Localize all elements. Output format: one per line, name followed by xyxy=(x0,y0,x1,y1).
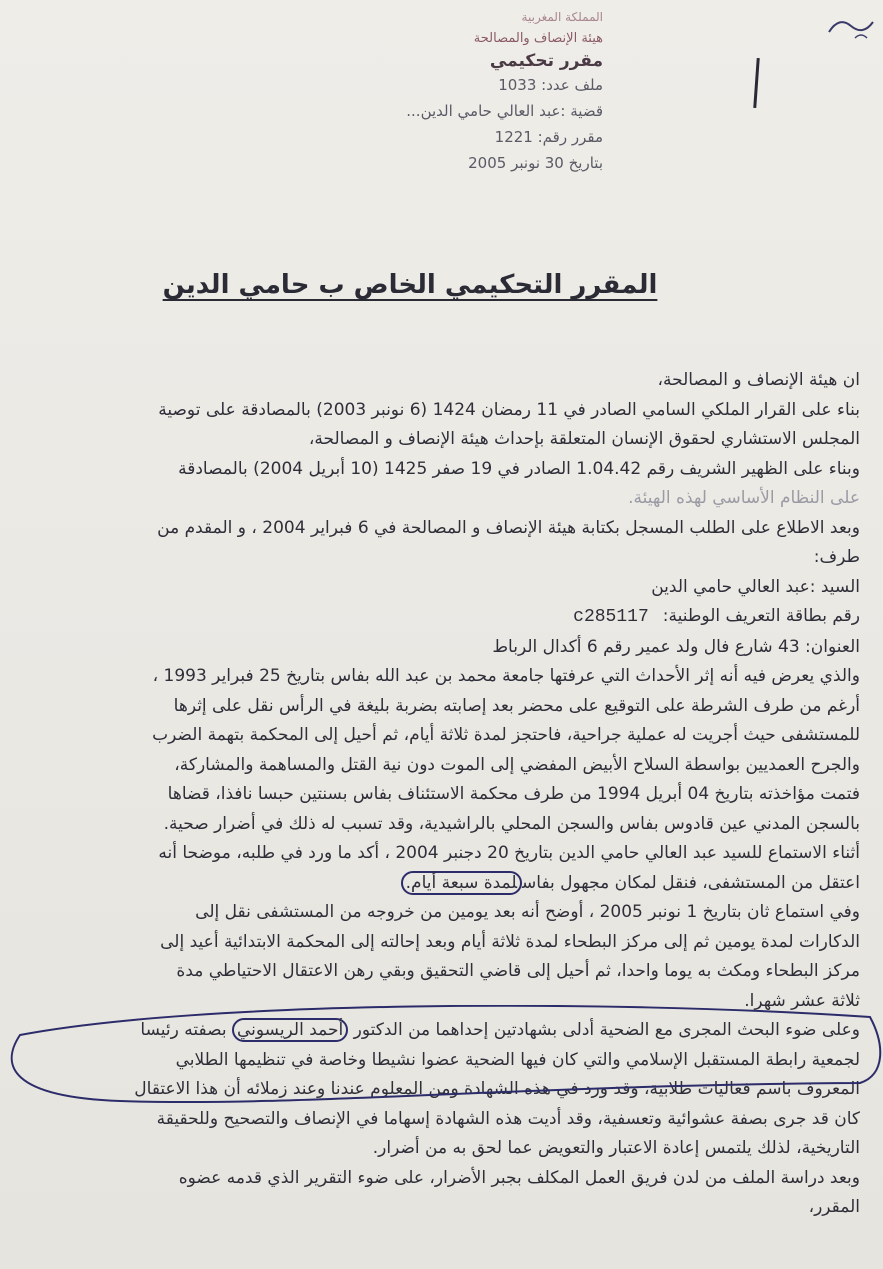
id-card-number: c285117 xyxy=(573,607,649,627)
file-number: ملف عدد: 1033 xyxy=(498,76,603,94)
body-line: وبعد دراسة الملف من لدن فريق العمل المكلف بجبر الأضرار، على ضوء التقرير الذي قدمه عضوه xyxy=(178,1167,860,1188)
body-line: وبعد الاطلاع على الطلب المسجل بكتابة هيئة الإنصاف و المصالحة في 6 فبراير 2004 ، و المقدم من xyxy=(157,517,860,538)
body-line-part: بصفته رئيسا xyxy=(140,1020,227,1040)
body-line: المقرر، xyxy=(808,1197,860,1217)
body-line: بناء على القرار الملكي السامي الصادر في 11 رمضان 1424 (6 نونبر 2003) بالمصادقة على توصية xyxy=(158,399,860,420)
body-line: المعروف باسم فعاليات طلابية، وقد ورد في هذه الشهادة ومن المعلوم عندنا وعند زملائه أن هذا الاعتقال xyxy=(134,1079,860,1099)
body-line: فتمت مؤاخذته بتاريخ 04 أبريل 1994 من طرف محكمة الاستئناف بفاس بسنتين حبسا نافذا، قضاها xyxy=(167,784,860,804)
stamp-type: مقرر تحكيمي xyxy=(489,51,603,71)
body-line: للمستشفى حيث أجريت له عملية جراحية، فاحتجز لمدة ثلاثة أيام، ثم أحيل إلى المحكمة بتهمة الضرب xyxy=(152,725,860,745)
body-line: مركز البطحاء ومكث به يوما واحدا، ثم أحيل إلى قاضي التحقيق وبقي رهن الاعتقال الاحتياطي مدة xyxy=(176,961,860,981)
circled-annotation: لمدة سبعة أيام. xyxy=(401,871,522,895)
body-line: بالسجن المدني عين قادوس بفاس والسجن المحلي بالراشيدية، وقد تسبب له ذلك في أضرار صحية. xyxy=(163,813,860,834)
body-line: المجلس الاستشاري لحقوق الإنسان المتعلقة بإحداث هيئة الإنصاف و المصالحة، xyxy=(308,429,860,449)
body-line: السيد :عبد العالي حامي الدين xyxy=(651,576,860,597)
id-card-label: رقم بطاقة التعريف الوطنية: xyxy=(662,606,860,626)
body-line: وبناء على الظهير الشريف رقم 1.04.42 الصادر في 19 صفر 1425 (10 أبريل 2004) بالمصادقة xyxy=(178,458,860,479)
body-line: الدكارات لمدة يومين ثم إلى مركز البطحاء لمدة ثلاثة أيام وبعد إحالته إلى المحكمة الابتدائية أعيد إلى xyxy=(160,931,860,952)
page-title: المقرر التحكيمي الخاص ب حامي الدين xyxy=(162,270,658,300)
body-line: ان هيئة الإنصاف و المصالحة، xyxy=(657,370,860,390)
document-header xyxy=(363,6,603,176)
stamp-kingdom: المملكة المغربية xyxy=(521,10,603,24)
body-line xyxy=(30,1016,860,1046)
case-name: قضية :عبد العالي حامي الدين... xyxy=(406,102,603,120)
handwritten-corner-mark xyxy=(825,8,883,48)
body-line: كان قد جرى بصفة عشوائية وتعسفية، وقد أديت هذه الشهادة إسهاما في الإنصاف والتصحيح وللحقيقة xyxy=(156,1108,860,1129)
body-line: ثلاثة عشر شهرا. xyxy=(744,990,860,1011)
decision-date: بتاريخ 30 نونبر 2005 xyxy=(468,154,603,172)
body-line: والجرح العمديين بواسطة السلاح الأبيض المفضي إلى الموت دون نية القتل والمساهمة والمشاركة، xyxy=(174,754,860,775)
body-line-part: وعلى ضوء البحث المجرى مع الضحية أدلى بشهادتين إحداهما من الدكتور xyxy=(353,1020,860,1040)
body-line: التاريخية، لذلك يلتمس إعادة الاعتبار والتعويض عما لحق به من أضرار. xyxy=(372,1138,860,1158)
decision-number: مقرر رقم: 1221 xyxy=(494,128,603,146)
stamp-authority: هيئة الإنصاف والمصالحة xyxy=(473,31,603,46)
pen-stroke-mark xyxy=(753,58,759,108)
body-line: على النظام الأساسي لهذه الهيئة. xyxy=(628,488,860,508)
body-line: أرغم من طرف الشرطة على التوقيع على محضر بعد إصابته بضربة بليغة في الرأس نقل على إثرها xyxy=(173,695,860,716)
body-line: وفي استماع ثان بتاريخ 1 نونبر 2005 ، أوضح أنه بعد يومين من خروجه من المستشفى نقل إلى xyxy=(195,902,860,922)
body-line: لجمعية رابطة المستقبل الإسلامي والتي كان فيها الضحية عضوا نشيطا وخاصة في تنظيمها الطلابي xyxy=(175,1049,860,1070)
body-line-part: اعتقل من المستشفى، فنقل لمكان مجهول بفاس xyxy=(522,872,860,893)
document-body xyxy=(30,366,860,1223)
body-line: أثناء الاستماع للسيد عبد العالي حامي الدين بتاريخ 20 دجنبر 2004 ، أكد ما ورد في طلبه، موضحا أنه xyxy=(158,843,860,863)
id-card-line xyxy=(30,602,860,633)
body-line: طرف: xyxy=(813,547,860,567)
address-line: العنوان: 43 شارع فال ولد عمير رقم 6 أكدال الرباط xyxy=(492,636,860,657)
body-line: والذي يعرض فيه أنه إثر الأحداث التي عرفتها جامعة محمد بن عبد الله بفاس بتاريخ 25 فبراير 1993 ، xyxy=(152,666,860,686)
circled-name: أحمد الريسوني xyxy=(232,1018,348,1042)
body-line xyxy=(30,869,860,899)
